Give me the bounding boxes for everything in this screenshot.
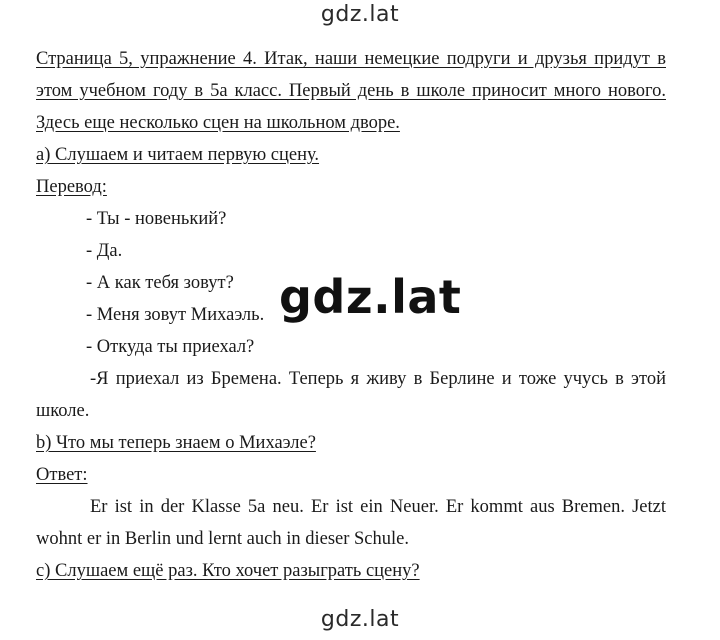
part-a-label: а) Слушаем и читаем первую сцену.	[36, 145, 320, 165]
task-line-2: этом учебном году в 5а класс. Первый день в школе приносит много нового.	[36, 81, 666, 101]
watermark-top: gdz.lat	[320, 2, 400, 27]
dialogue-line-3: - А как тебя зовут?	[86, 273, 234, 293]
dialogue-last-line-1: -Я приехал из Бремена. Теперь я живу в Берлине и тоже учусь в этой	[90, 369, 666, 389]
answer-line-2: wohnt er in Berlin und lernt auch in dieser Schule.	[36, 529, 409, 549]
watermark-bottom: gdz.lat	[320, 607, 400, 632]
dialogue-last-line-2: школе.	[36, 401, 90, 421]
dialogue-line-1: - Ты - новенький?	[86, 209, 227, 229]
translation-heading: Перевод:	[36, 177, 107, 197]
dialogue-line-5: - Откуда ты приехал?	[86, 337, 255, 357]
dialogue-line-2: - Да.	[86, 241, 123, 261]
answer-heading: Ответ:	[36, 465, 88, 485]
task-line-3: Здесь еще несколько сцен на школьном дворе.	[36, 113, 400, 133]
dialogue-line-4: - Меня зовут Михаэль.	[86, 305, 265, 325]
part-b-label: b) Что мы теперь знаем о Михаэле?	[36, 433, 316, 453]
answer-line-1: Er ist in der Klasse 5a neu. Er ist ein Neuer. Er kommt aus Bremen. Jetzt	[90, 497, 666, 517]
watermark-center: gdz.lat	[275, 272, 465, 323]
task-line-1: Страница 5, упражнение 4. Итак, наши немецкие подруги и друзья придут в	[36, 49, 666, 69]
part-c-label: c) Слушаем ещё раз. Кто хочет разыграть сцену?	[36, 561, 420, 581]
